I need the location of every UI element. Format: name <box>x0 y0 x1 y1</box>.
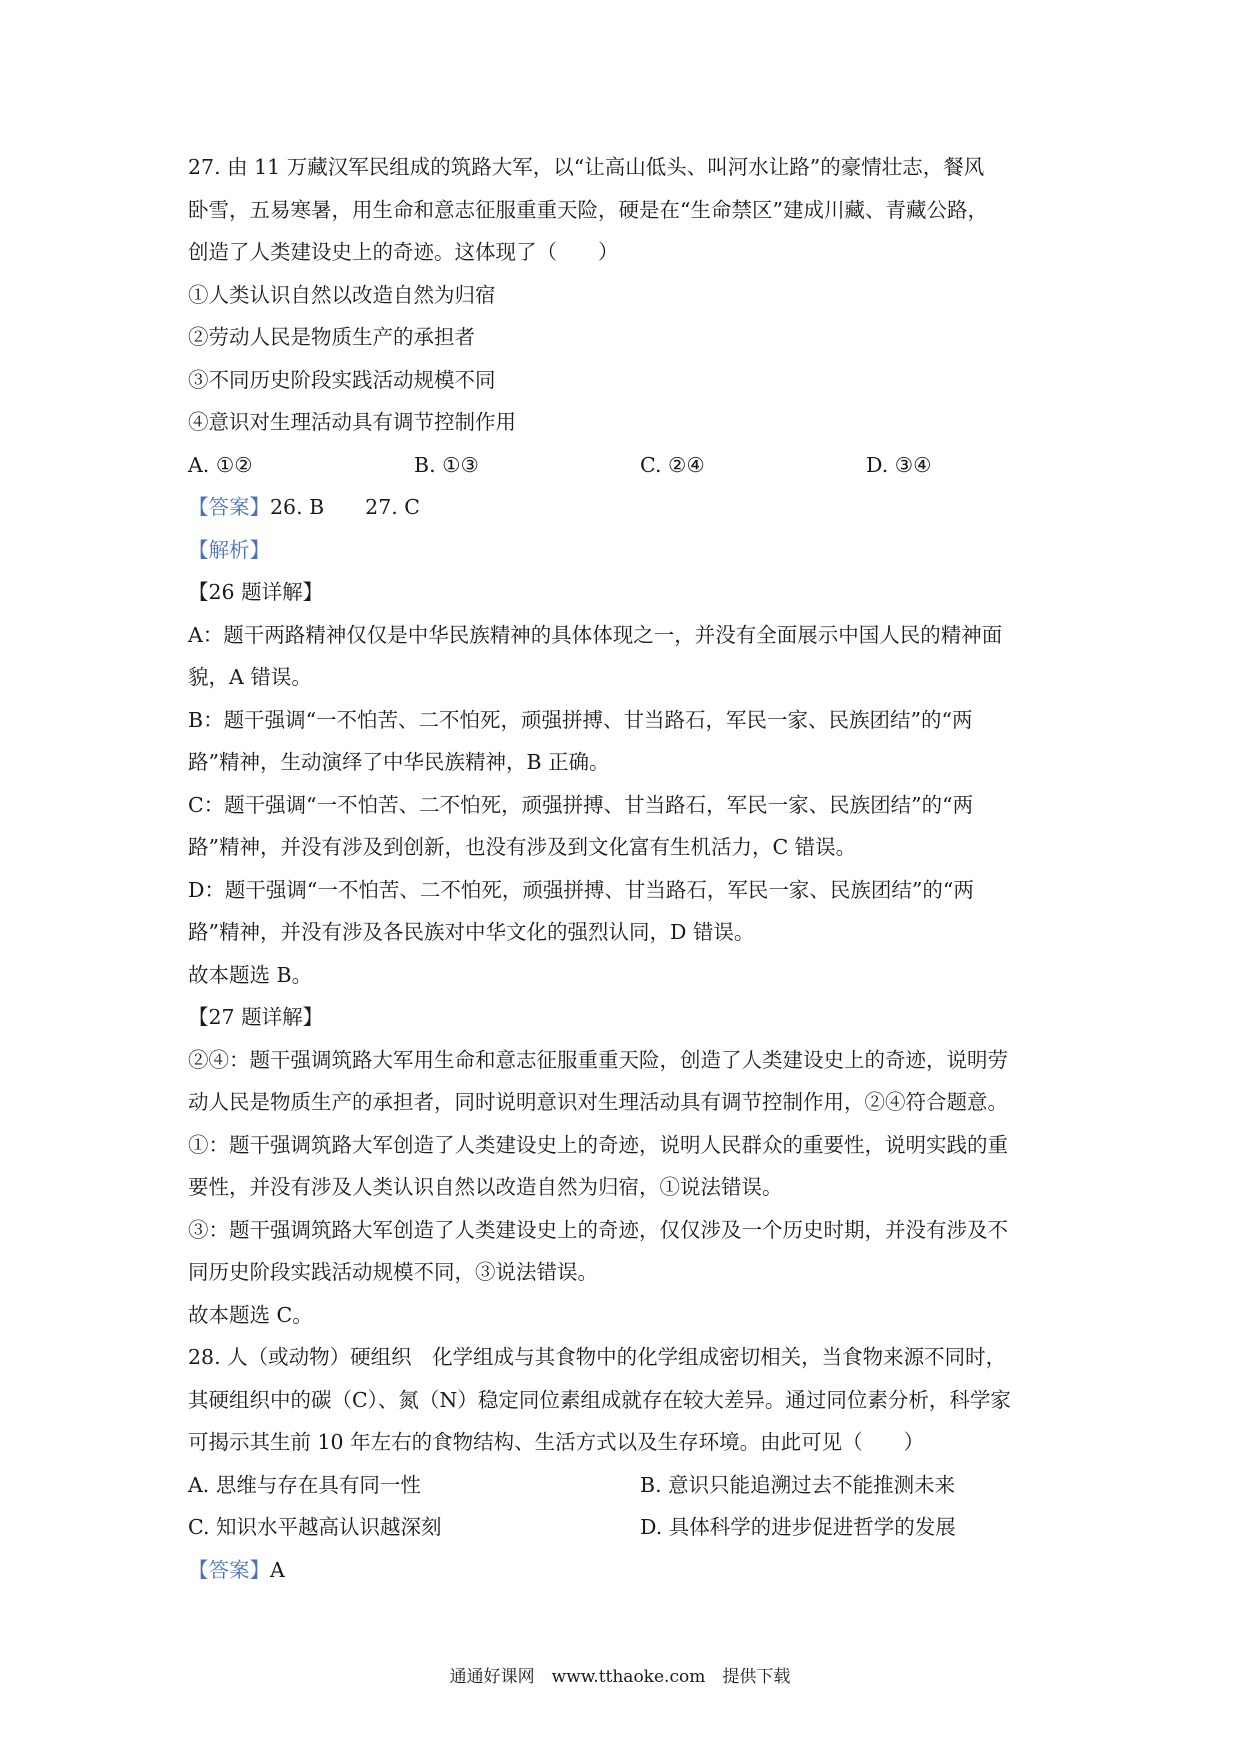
option-b: B. 意识只能追溯过去不能推测未来 <box>640 1472 956 1497</box>
explanation-line: 路”精神，生动演绎了中华民族精神，B 正确。 <box>188 750 610 774</box>
document-body <box>188 146 1066 1591</box>
analysis-tag: 【解析】 <box>188 537 270 562</box>
answer-options-row <box>188 1506 1066 1549</box>
explanation-line: 路”精神，并没有涉及到创新，也没有涉及到文化富有生机活力，C 错误。 <box>188 835 857 859</box>
question-text-line: 27. 由 11 万藏汉军民组成的筑路大军，以“让高山低头、叫河水让路”的豪情壮志，餐风 <box>188 155 985 179</box>
explanation-line: ③：题干强调筑路大军创造了人类建设史上的奇迹，仅仅涉及一个历史时期，并没有涉及不 <box>188 1217 1008 1242</box>
option-d: D. ③④ <box>866 452 932 477</box>
answer-tag: 【答案】 <box>188 495 270 519</box>
question-text-line: 其硬组织中的碳（C）、氮（N）稳定同位素组成就存在较大差异。通过同位素分析，科学家 <box>188 1387 1011 1412</box>
question-text-line: 创造了人类建设史上的奇迹。这体现了（ ） <box>188 240 619 264</box>
section-heading: 【27 题详解】 <box>188 1005 324 1029</box>
option-c: C. 知识水平越高认识越深刻 <box>188 1515 442 1539</box>
option-b: B. ①③ <box>414 452 479 477</box>
answer-options <box>188 444 1066 487</box>
detail-26 <box>188 571 1066 996</box>
option-a: A. ①② <box>188 452 253 477</box>
answer-line <box>188 486 1066 529</box>
explanation-line: 同历史阶段实践活动规模不同，③说法错误。 <box>188 1260 598 1284</box>
detail-27 <box>188 996 1066 1336</box>
analysis-line <box>188 529 1066 572</box>
question-text-line: 28. 人（或动物）硬组织 化学组成与其食物中的化学组成密切相关，当食物来源不同时， <box>188 1345 1007 1369</box>
option-d: D. 具体科学的进步促进哲学的发展 <box>640 1515 956 1539</box>
explanation-line: ②④：题干强调筑路大军用生命和意志征服重重天险，创造了人类建设史上的奇迹，说明劳 <box>188 1047 1008 1072</box>
section-heading: 【26 题详解】 <box>188 580 324 604</box>
option-a: A. 思维与存在具有同一性 <box>188 1472 421 1497</box>
question-text-line: 可揭示其生前 10 年左右的食物结构、生活方式以及生存环境。由此可见（ ） <box>188 1430 925 1454</box>
statement-item: ①人类认识自然以改造自然为归宿 <box>188 282 496 307</box>
statement-item: ③不同历史阶段实践活动规模不同 <box>188 367 496 392</box>
explanation-line: 貌，A 错误。 <box>188 665 312 689</box>
statement-item: ④意识对生理活动具有调节控制作用 <box>188 410 516 434</box>
answer-tag: 【答案】 <box>188 1557 270 1582</box>
question-27 <box>188 146 1066 486</box>
explanation-line: 路”精神，并没有涉及各民族对中华文化的强烈认同，D 错误。 <box>188 920 755 944</box>
explanation-line: A：题干两路精神仅仅是中华民族精神的具体体现之一，并没有全面展示中国人民的精神面 <box>188 622 1003 647</box>
explanation-line: 动人民是物质生产的承担者，同时说明意识对生理活动具有调节控制作用，②④符合题意。 <box>188 1090 1008 1114</box>
option-c: C. ②④ <box>640 452 705 477</box>
conclusion-line: 故本题选 B。 <box>188 962 313 987</box>
answer-value: A <box>270 1557 285 1582</box>
answer-options-row <box>188 1464 1066 1507</box>
page-footer: 通通好课网 www.tthaoke.com 提供下载 <box>449 1667 791 1687</box>
answer-value: 26. B 27. C <box>270 495 420 519</box>
question-28 <box>188 1336 1066 1549</box>
conclusion-line: 故本题选 C。 <box>188 1302 313 1327</box>
explanation-line: ①：题干强调筑路大军创造了人类建设史上的奇迹，说明人民群众的重要性，说明实践的重 <box>188 1132 1008 1157</box>
explanation-line: C：题干强调“一不怕苦、二不怕死，顽强拼搏、甘当路石，军民一家、民族团结”的“两 <box>188 792 974 817</box>
statement-item: ②劳动人民是物质生产的承担者 <box>188 325 475 349</box>
explanation-line: B：题干强调“一不怕苦、二不怕死，顽强拼搏、甘当路石，军民一家、民族团结”的“两 <box>188 707 973 732</box>
answer-line <box>188 1549 1066 1592</box>
explanation-line: 要性，并没有涉及人类认识自然以改造自然为归宿，①说法错误。 <box>188 1175 783 1199</box>
explanation-line: D：题干强调“一不怕苦、二不怕死，顽强拼搏、甘当路石，军民一家、民族团结”的“两 <box>188 877 974 902</box>
question-text-line: 卧雪，五易寒暑，用生命和意志征服重重天险，硬是在“生命禁区”建成川藏、青藏公路， <box>188 197 988 222</box>
